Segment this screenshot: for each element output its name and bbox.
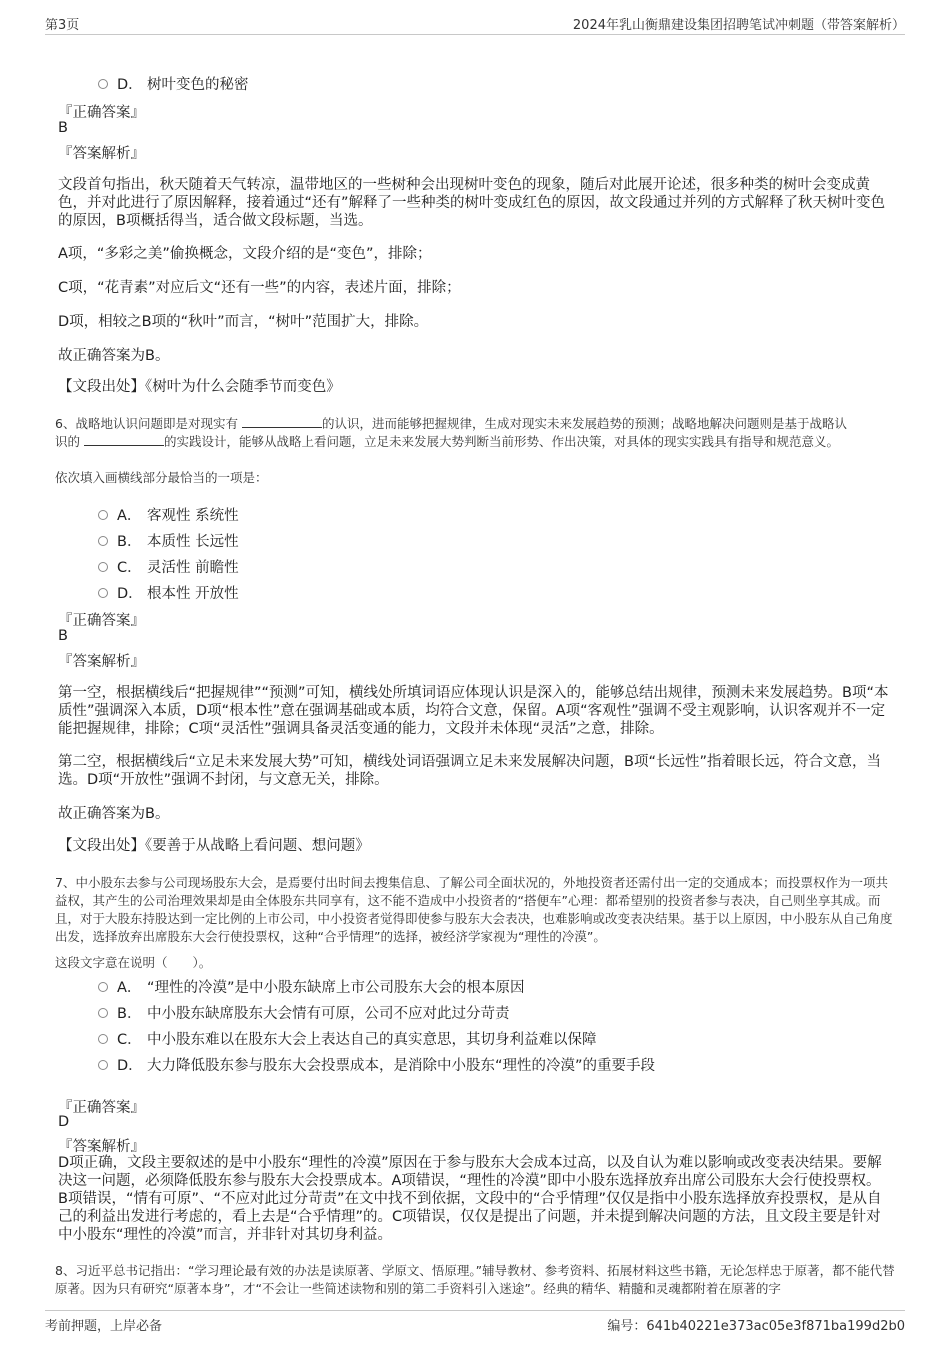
source-citation: 【文段出处】《树叶为什么会随季节而变色》 [58, 379, 341, 395]
q6-option-c[interactable]: C． 灵活性 前瞻性 [98, 556, 239, 577]
page-number: 第3页 [45, 18, 80, 33]
answer-label: 『正确答案』 [58, 1100, 145, 1116]
analysis-paragraph: 第二空，根据横线后“立足未来发展大势”可知，横线处词语强调立足未来发展解决问题，B项“长远性”指着眼长远，符合文意，当选。D项“开放性”强调不封闭，与文意无关，排除。 [58, 754, 881, 788]
fill-blank [84, 433, 164, 446]
radio-icon[interactable] [98, 562, 108, 572]
radio-icon[interactable] [98, 79, 108, 89]
document-code: 编号：641b40221e373ac05e3f871ba199d2b0 [607, 1319, 905, 1334]
question-prompt: 依次填入画横线部分最恰当的一项是： [55, 470, 268, 485]
radio-icon[interactable] [98, 1034, 108, 1044]
page-header [45, 14, 905, 35]
answer-value: B [58, 628, 68, 644]
q6-option-d[interactable]: D． 根本性 开放性 [98, 582, 239, 603]
document-title: 2024年乳山衡鼎建设集团招聘笔试冲刺题（带答案解析） [572, 18, 905, 33]
analysis-label: 『答案解析』 [58, 1139, 145, 1155]
fill-blank [242, 415, 322, 428]
analysis-label: 『答案解析』 [58, 146, 145, 162]
radio-icon[interactable] [98, 982, 108, 992]
q5-option-d[interactable]: D． 树叶变色的秘密 [98, 73, 249, 94]
question-prompt: 这段文字意在说明（ ）。 [55, 955, 212, 970]
analysis-paragraph: A项，“多彩之美”偷换概念，文段介绍的是“变色”，排除； [58, 246, 432, 262]
q6-option-a[interactable]: A． 客观性 系统性 [98, 504, 239, 525]
q6-option-b[interactable]: B． 本质性 长远性 [98, 530, 239, 551]
question-stem: 7、中小股东去参与公司现场股东大会，是焉要付出时间去搜集信息、了解公司全面状况的，外地投资者还需付出一定的交通成本；而投票权作为一项共益权，其产生的公司治理效果却是由全体股东共同享有，这不能不造成中小投资者的“搭便车”心理：都希望别的投资者参与表决，自己则坐享其成。而且，对于大股东持股达到一定比例的上市公司，中小投资者觉得即使参与股东大会表决，也难影响或改变表决结果。基于以上原因，中小股东从自己角度出发，选择放弃出席股东大会行使投票权，这种“合乎情理”的选择，被经济学家视为“理性的冷漠”。 [55, 875, 893, 944]
analysis-paragraph: 故正确答案为B。 [58, 806, 170, 822]
q7-option-b[interactable]: B． 中小股东缺席股东大会情有可原，公司不应对此过分苛责 [98, 1002, 510, 1023]
answer-label: 『正确答案』 [58, 613, 145, 629]
radio-icon[interactable] [98, 1060, 108, 1070]
analysis-label: 『答案解析』 [58, 654, 145, 670]
source-citation: 【文段出处】《要善于从战略上看问题、想问题》 [58, 838, 370, 854]
analysis-paragraph: D项正确，文段主要叙述的是中小股东“理性的冷漠”原因在于参与股东大会成本过高，以及自认为难以影响或改变表决结果。要解决这一问题，必须降低股东参与股东大会投票成本。A项错误，“理性的冷漠”即中小股东选择放弃出席公司股东大会行使投票权。B项错误，“情有可原”、“不应对此过分苛责”在文中找不到依据，文段中的“合乎情理”仅仅是指中小股东选择放弃投票权，是从自己的利益出发进行考虑的，看上去是“合乎情理”的。C项错误，仅仅是提出了问题，并未提到解决问题的方法，且文段主要是针对中小股东“理性的冷漠”而言，并非针对其切身利益。 [58, 1155, 882, 1243]
footer-slogan: 考前押题，上岸必备 [45, 1319, 163, 1334]
answer-value: D [58, 1114, 70, 1130]
radio-icon[interactable] [98, 536, 108, 546]
answer-label: 『正确答案』 [58, 105, 145, 121]
q7-option-a[interactable]: A． “理性的冷漠”是中小股东缺席上市公司股东大会的根本原因 [98, 976, 525, 997]
page-footer [45, 1310, 905, 1335]
analysis-paragraph: D项，相较之B项的“秋叶”而言，“树叶”范围扩大，排除。 [58, 314, 429, 330]
question-stem: 6、战略地认识问题即是对现实有 的认识，进而能够把握规律，生成对现实未来发展趋势的预测；战略地解决问题则是基于战略认 识的 的实践设计，能够从战略上看问题，立足未来发展大势判断当前形势、作出决策，对具体的现实实践具有指导和规范意义。 [55, 416, 847, 449]
analysis-paragraph: 故正确答案为B。 [58, 348, 170, 364]
radio-icon[interactable] [98, 588, 108, 598]
radio-icon[interactable] [98, 1008, 108, 1018]
answer-value: B [58, 120, 68, 136]
q7-option-c[interactable]: C． 中小股东难以在股东大会上表达自己的真实意思，其切身利益难以保障 [98, 1028, 597, 1049]
analysis-paragraph: C项，“花青素”对应后文“还有一些”的内容，表述片面，排除； [58, 280, 461, 296]
q7-option-d[interactable]: D． 大力降低股东参与股东大会投票成本，是消除中小股东“理性的冷漠”的重要手段 [98, 1054, 655, 1075]
analysis-paragraph: 文段首句指出，秋天随着天气转凉，温带地区的一些树种会出现树叶变色的现象，随后对此展开论述，很多种类的树叶会变成黄色，并对此进行了原因解释，接着通过“还有”解释了一些种类的树叶变成红色的原因，故文段通过并列的方式解释了秋天树叶变色的原因，B项概括得当，适合做文段标题，当选。 [58, 177, 886, 229]
analysis-paragraph: 第一空，根据横线后“把握规律”“预测”可知，横线处所填词语应体现认识是深入的，能够总结出规律，预测未来发展趋势。B项“本质性”强调深入本质，D项“根本性”意在强调基础或本质，均符合文意，保留。A项“客观性”强调不受主观影响，认识客观并不一定能把握规律，排除；C项“灵活性”强调具备灵活变通的能力，文段并未体现“灵活”之意，排除。 [58, 685, 889, 737]
question-stem: 8、习近平总书记指出：“学习理论最有效的办法是读原著、学原文、悟原理。”辅导教材、参考资料、拓展材料这些书籍，无论怎样忠于原著，都不能代替原著。因为只有研究“原著本身”，才“不会让一些简述读物和别的第二手资料引入迷途”。经典的精华、精髓和灵魂都附着在原著的字 [55, 1263, 895, 1296]
radio-icon[interactable] [98, 510, 108, 520]
